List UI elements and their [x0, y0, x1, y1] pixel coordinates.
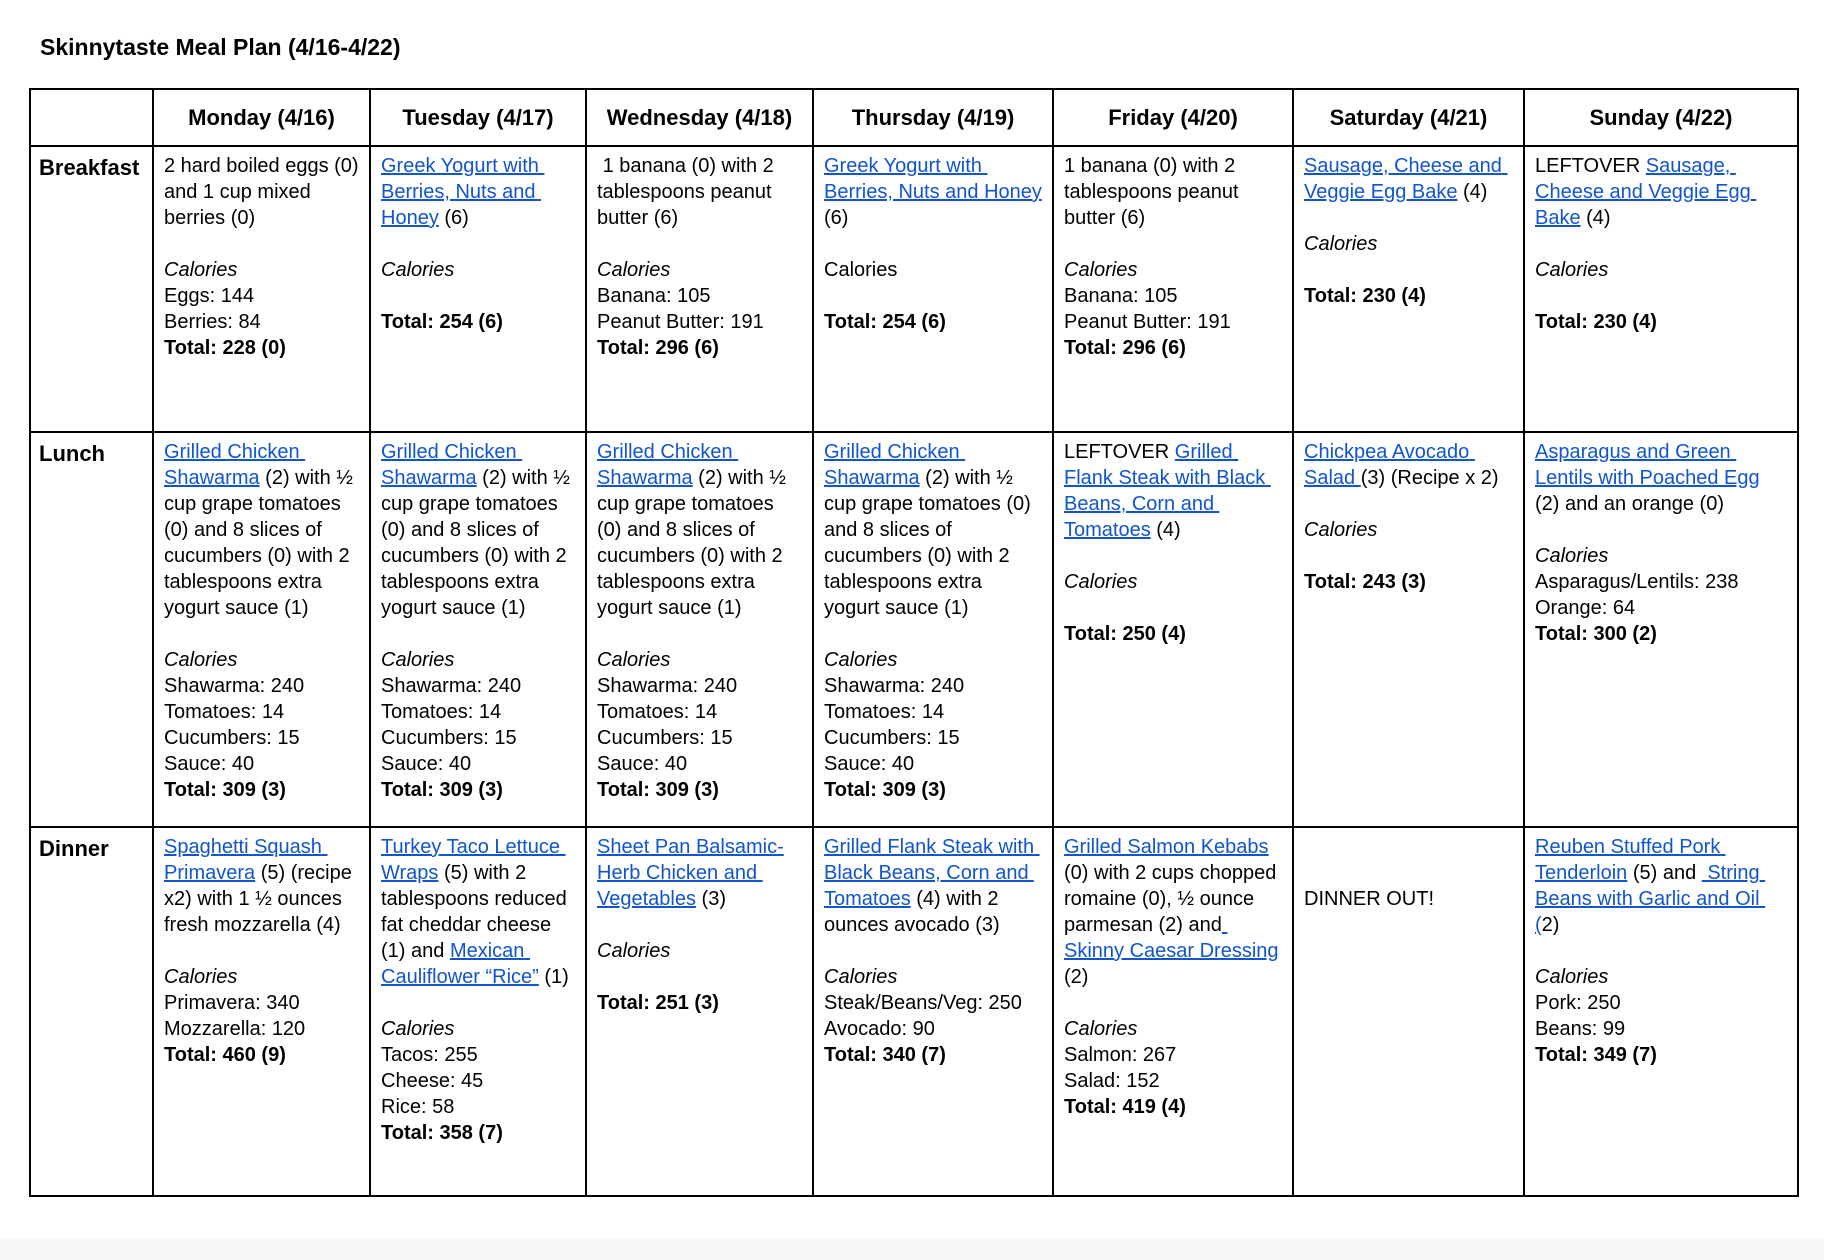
text-span: Shawarma: 240 [597, 675, 738, 697]
blank-line [1535, 231, 1788, 257]
recipe-link[interactable]: Sausage, Cheese and Veggie Egg Bake [1304, 155, 1508, 203]
text-span: Calories [164, 966, 238, 988]
paragraph [824, 257, 1043, 283]
paragraph [1304, 886, 1514, 912]
cell-breakfast-friday [1053, 146, 1293, 432]
day-header-friday: Friday (4/20) [1053, 89, 1293, 146]
paragraph [381, 834, 576, 990]
text-span: Total: 309 (3) [824, 779, 946, 801]
text-span: LEFTOVER [1064, 441, 1175, 463]
paragraph [824, 751, 1043, 777]
meal-plan-table [29, 88, 1799, 1197]
paragraph [1535, 153, 1788, 231]
text-span: Calories [1064, 571, 1138, 593]
recipe-link[interactable]: Grilled Chicken Shawarma [824, 441, 966, 489]
text-span: Rice: 58 [381, 1096, 455, 1118]
day-header-thursday: Thursday (4/19) [813, 89, 1053, 146]
recipe-link[interactable]: Spaghetti Squash Primavera [164, 836, 328, 884]
paragraph [164, 335, 360, 361]
paragraph [164, 751, 360, 777]
paragraph [381, 777, 576, 803]
text-span: Eggs: 144 [164, 285, 255, 307]
text-span: Total: 254 (6) [824, 311, 946, 333]
paragraph [597, 309, 803, 335]
day-header-saturday: Saturday (4/21) [1293, 89, 1524, 146]
text-span: Tomatoes: 14 [597, 701, 718, 723]
recipe-link[interactable]: Mexican Cauliflower “Rice” [381, 940, 539, 988]
paragraph [1064, 1094, 1283, 1120]
paragraph [597, 647, 803, 673]
paragraph [1304, 231, 1514, 257]
text-span: Banana: 105 [597, 285, 711, 307]
paragraph [1304, 283, 1514, 309]
text-span: (2) and an orange (0) [1535, 467, 1766, 515]
text-span: Calories [1304, 233, 1378, 255]
cell-breakfast-monday [153, 146, 370, 432]
paragraph [1304, 517, 1514, 543]
paragraph [597, 257, 803, 283]
paragraph [164, 283, 360, 309]
blank-line [1304, 205, 1514, 231]
text-span: Total: 230 (4) [1535, 311, 1657, 333]
paragraph [1064, 439, 1283, 543]
text-span: Calories [1535, 545, 1609, 567]
row-dinner [30, 827, 1798, 1196]
paragraph [164, 673, 360, 699]
row-label-breakfast: Breakfast [30, 146, 153, 432]
text-span: Salad: 152 [1064, 1070, 1160, 1092]
text-span: Beans: 99 [1535, 1018, 1626, 1040]
page-title: Skinnytaste Meal Plan (4/16-4/22) [40, 34, 401, 60]
text-span: Cucumbers: 15 [164, 727, 300, 749]
paragraph [597, 283, 803, 309]
text-span: Berries: 84 [164, 311, 261, 333]
paragraph [381, 1068, 576, 1094]
cell-lunch-tuesday [370, 432, 586, 827]
paragraph [164, 153, 365, 231]
paragraph [824, 725, 1043, 751]
paragraph [824, 699, 1043, 725]
paragraph [1064, 257, 1283, 283]
text-span: (6) [438, 207, 469, 229]
text-span: (5) (recipe x2) with 1 ½ ounces fresh mozzarella (4) [164, 862, 358, 936]
day-header-monday: Monday (4/16) [153, 89, 370, 146]
blank-line [1535, 938, 1788, 964]
paragraph [1535, 595, 1788, 621]
text-span: Calories [381, 649, 455, 671]
cell-lunch-saturday [1293, 432, 1524, 827]
text-span: Total: 358 (7) [381, 1122, 503, 1144]
recipe-link[interactable]: Sheet Pan Balsamic-Herb Chicken and Vegetables [597, 836, 784, 910]
recipe-link[interactable]: Grilled Flank Steak with Black Beans, Corn and Tomatoes [824, 836, 1040, 910]
text-span: Orange: 64 [1535, 597, 1636, 619]
text-span: Calories [164, 259, 238, 281]
cell-dinner-thursday [813, 827, 1053, 1196]
text-span: (4) [1150, 519, 1181, 541]
text-span: Total: 460 (9) [164, 1044, 286, 1066]
text-span: DINNER OUT! [1304, 888, 1434, 910]
text-span: Steak/Beans/Veg: 250 [824, 992, 1022, 1014]
recipe-link[interactable]: Reuben Stuffed Pork Tenderloin [1535, 836, 1726, 884]
text-span: Pork: 250 [1535, 992, 1621, 1014]
paragraph [381, 153, 576, 231]
paragraph [164, 257, 360, 283]
paragraph [824, 1016, 1043, 1042]
paragraph [1535, 1042, 1788, 1068]
text-span: Sauce: 40 [164, 753, 255, 775]
paragraph [381, 1016, 576, 1042]
paragraph [164, 647, 360, 673]
blank-line [381, 990, 576, 1016]
text-span: 1 banana (0) with 2 tablespoons peanut butter (6) [597, 155, 780, 229]
text-span: (2) with ½ cup grape tomatoes (0) and 8 slices of cucumbers (0) with 2 tablespoons extra yogurt sauce (1) [381, 467, 576, 619]
paragraph [1064, 1016, 1283, 1042]
recipe-link[interactable]: Grilled Chicken Shawarma [597, 441, 739, 489]
text-span: Total: 309 (3) [164, 779, 286, 801]
paragraph [597, 938, 803, 964]
blank-line [1064, 595, 1283, 621]
text-span: (4) with 2 ounces avocado (3) [824, 888, 1005, 936]
paragraph [164, 1042, 360, 1068]
text-span: (5) with 2 tablespoons reduced fat cheddar cheese (1) and [381, 862, 573, 962]
blank-line [164, 231, 360, 257]
blank-line [381, 231, 576, 257]
text-span: Banana: 105 [1064, 285, 1178, 307]
paragraph [381, 647, 576, 673]
text-span: Total: 296 (6) [597, 337, 719, 359]
recipe-link[interactable]: Grilled Chicken Shawarma [164, 441, 306, 489]
paragraph [1535, 990, 1788, 1016]
text-span: Tomatoes: 14 [381, 701, 502, 723]
cell-dinner-wednesday [586, 827, 813, 1196]
paragraph [1304, 569, 1514, 595]
cell-dinner-sunday [1524, 827, 1798, 1196]
paragraph [1535, 964, 1788, 990]
text-span: Calories [1064, 259, 1138, 281]
paragraph [824, 964, 1043, 990]
blank-line [824, 938, 1043, 964]
cell-breakfast-sunday [1524, 146, 1798, 432]
text-span: Salmon: 267 [1064, 1044, 1177, 1066]
text-span: (3) [695, 888, 726, 910]
paragraph [1064, 335, 1283, 361]
blank-line [1064, 231, 1283, 257]
paragraph [381, 257, 576, 283]
paragraph [1064, 1042, 1283, 1068]
day-header-sunday: Sunday (4/22) [1524, 89, 1798, 146]
cell-dinner-monday [153, 827, 370, 1196]
text-span: (6) [824, 181, 1048, 229]
paragraph [824, 673, 1043, 699]
text-span: Calories [164, 649, 238, 671]
paragraph [381, 1094, 576, 1120]
cell-lunch-thursday [813, 432, 1053, 827]
text-span: Total: 309 (3) [597, 779, 719, 801]
text-span: Calories [597, 940, 671, 962]
text-span: Asparagus/Lentils: 238 [1535, 571, 1739, 593]
blank-line [597, 912, 803, 938]
blank-line [1064, 990, 1283, 1016]
row-label-lunch: Lunch [30, 432, 153, 827]
text-span: Peanut Butter: 191 [597, 311, 764, 333]
paragraph [824, 309, 1043, 335]
text-span: Calories [824, 259, 898, 281]
blank-line [597, 231, 803, 257]
text-span: Calories [1535, 259, 1609, 281]
text-span: Total: 254 (6) [381, 311, 503, 333]
text-span: Tomatoes: 14 [164, 701, 285, 723]
recipe-link[interactable]: Turkey Taco Lettuce Wraps [381, 836, 566, 884]
text-span: Cucumbers: 15 [824, 727, 960, 749]
text-span: (3) (Recipe x 2) [1360, 467, 1499, 489]
text-span: Calories [1535, 966, 1609, 988]
recipe-link[interactable]: Greek Yogurt with Berries, Nuts and Honey [381, 155, 545, 229]
text-span: Calories [597, 259, 671, 281]
recipe-link[interactable]: Sausage, Cheese and Veggie Egg Bake [1535, 155, 1757, 229]
cell-breakfast-saturday [1293, 146, 1524, 432]
paragraph [824, 777, 1043, 803]
text-span: Sauce: 40 [381, 753, 472, 775]
paragraph [164, 964, 360, 990]
paragraph [1064, 834, 1283, 990]
recipe-link[interactable]: Asparagus and Green Lentils with Poached Egg [1535, 441, 1760, 489]
blank-line [1064, 543, 1283, 569]
cell-lunch-friday [1053, 432, 1293, 827]
paragraph [1535, 569, 1788, 595]
paragraph [824, 990, 1043, 1016]
text-span: Calories [381, 1018, 455, 1040]
text-span: Calories [597, 649, 671, 671]
paragraph [597, 153, 803, 231]
text-span: Calories [381, 259, 455, 281]
text-span: Cheese: 45 [381, 1070, 484, 1092]
blank-line [1304, 860, 1514, 886]
paragraph [1064, 569, 1283, 595]
blank-line [597, 964, 803, 990]
text-span: (0) with 2 cups chopped romaine (0), ½ ounce parmesan (2) and [1064, 836, 1282, 936]
cell-lunch-monday [153, 432, 370, 827]
paragraph [597, 990, 803, 1016]
text-span: (2) with ½ cup grape tomatoes (0) and 8 slices of cucumbers (0) with 2 tablespoons extra yogurt sauce (1) [597, 467, 792, 619]
recipe-link[interactable]: Chickpea Avocado Salad [1304, 441, 1475, 489]
paragraph [381, 751, 576, 777]
paragraph [824, 439, 1043, 621]
blank-line [824, 283, 1043, 309]
text-span: Calories [824, 966, 898, 988]
text-span: Mozzarella: 120 [164, 1018, 306, 1040]
blank-line [824, 621, 1043, 647]
recipe-link[interactable]: Grilled Chicken Shawarma [381, 441, 523, 489]
cell-breakfast-wednesday [586, 146, 813, 432]
text-span: Tacos: 255 [381, 1044, 478, 1066]
blank-line [824, 231, 1043, 257]
paragraph [381, 699, 576, 725]
day-header-wednesday: Wednesday (4/18) [586, 89, 813, 146]
text-span: Shawarma: 240 [381, 675, 522, 697]
text-span: Sauce: 40 [597, 753, 688, 775]
bottom-strip [0, 1238, 1824, 1260]
recipe-link[interactable]: String Beans with Garlic and Oil ( [1535, 862, 1766, 936]
text-span: Calories [1304, 519, 1378, 541]
recipe-link[interactable]: Greek Yogurt with Berries, Nuts and Honey [824, 155, 1042, 203]
paragraph [1064, 1068, 1283, 1094]
cell-breakfast-thursday [813, 146, 1053, 432]
paragraph [164, 990, 360, 1016]
blank-line [1304, 491, 1514, 517]
paragraph [164, 1016, 360, 1042]
cell-breakfast-tuesday [370, 146, 586, 432]
text-span: Cucumbers: 15 [381, 727, 517, 749]
paragraph [1064, 153, 1283, 231]
row-label-dinner: Dinner [30, 827, 153, 1196]
text-span: (1) [538, 966, 569, 988]
text-span: Total: 243 (3) [1304, 571, 1426, 593]
blank-line [1304, 543, 1514, 569]
paragraph [597, 725, 803, 751]
cell-dinner-saturday [1293, 827, 1524, 1196]
paragraph [1304, 439, 1514, 491]
paragraph [824, 834, 1043, 938]
text-span: LEFTOVER [1535, 155, 1646, 177]
paragraph [597, 777, 803, 803]
text-span: (2) with ½ cup grape tomatoes (0) and 8 slices of cucumbers (0) with 2 tablespoons extra yogurt sauce (1) [824, 467, 1037, 619]
paragraph [164, 834, 360, 938]
text-span: 2 hard boiled eggs (0) and 1 cup mixed berries (0) [164, 155, 365, 229]
blank-line [597, 621, 803, 647]
text-span: Total: 250 (4) [1064, 623, 1186, 645]
recipe-link[interactable]: Skinny Caesar Dressing [1064, 914, 1279, 962]
paragraph [1064, 621, 1283, 647]
paragraph [597, 699, 803, 725]
text-span: Total: 228 (0) [164, 337, 286, 359]
paragraph [164, 699, 360, 725]
text-span: Sauce: 40 [824, 753, 915, 775]
text-span: Total: 230 (4) [1304, 285, 1426, 307]
text-span: Total: 300 (2) [1535, 623, 1657, 645]
corner-header [30, 89, 153, 146]
paragraph [1535, 1016, 1788, 1042]
blank-line [1535, 283, 1788, 309]
blank-line [164, 621, 360, 647]
text-span: Total: 349 (7) [1535, 1044, 1657, 1066]
blank-line [381, 283, 576, 309]
text-span: Total: 296 (6) [1064, 337, 1186, 359]
paragraph [1064, 309, 1283, 335]
paragraph [381, 673, 576, 699]
text-span: Shawarma: 240 [164, 675, 305, 697]
paragraph [597, 751, 803, 777]
paragraph [381, 309, 576, 335]
text-span: (2) with ½ cup grape tomatoes (0) and 8 slices of cucumbers (0) with 2 tablespoons extra yogurt sauce (1) [164, 467, 359, 619]
text-span: Tomatoes: 14 [824, 701, 945, 723]
paragraph [597, 673, 803, 699]
cell-dinner-friday [1053, 827, 1293, 1196]
text-span: Peanut Butter: 191 [1064, 311, 1231, 333]
blank-line [1535, 517, 1788, 543]
paragraph [381, 1042, 576, 1068]
paragraph [824, 153, 1048, 231]
row-breakfast [30, 146, 1798, 432]
paragraph [164, 439, 360, 621]
paragraph [1535, 543, 1788, 569]
cell-dinner-tuesday [370, 827, 586, 1196]
paragraph [164, 777, 360, 803]
paragraph [1535, 309, 1788, 335]
recipe-link[interactable]: Grilled Flank Steak with Black Beans, Corn and Tomatoes [1064, 441, 1271, 541]
paragraph [381, 439, 576, 621]
text-span: Total: 251 (3) [597, 992, 719, 1014]
day-header-tuesday: Tuesday (4/17) [370, 89, 586, 146]
text-span: Total: 340 (7) [824, 1044, 946, 1066]
blank-line [164, 938, 360, 964]
paragraph [1535, 439, 1788, 517]
text-span: Cucumbers: 15 [597, 727, 733, 749]
blank-line [1304, 834, 1514, 860]
paragraph [597, 834, 803, 912]
text-span: Total: 419 (4) [1064, 1096, 1186, 1118]
paragraph [1064, 283, 1283, 309]
paragraph [1535, 257, 1788, 283]
text-span: (4) [1457, 181, 1488, 203]
paragraph [381, 1120, 576, 1146]
paragraph [824, 1042, 1043, 1068]
paragraph [1304, 153, 1514, 205]
text-span: Avocado: 90 [824, 1018, 935, 1040]
row-lunch [30, 432, 1798, 827]
text-span: Calories [1064, 1018, 1138, 1040]
header-row [30, 89, 1798, 146]
blank-line [381, 621, 576, 647]
text-span: (2) [1064, 940, 1285, 988]
text-span: Primavera: 340 [164, 992, 300, 1014]
paragraph [597, 439, 803, 621]
blank-line [1304, 257, 1514, 283]
text-span: Calories [824, 649, 898, 671]
paragraph [824, 647, 1043, 673]
paragraph [164, 309, 360, 335]
paragraph [1535, 621, 1788, 647]
paragraph [164, 725, 360, 751]
recipe-link[interactable]: Grilled Salmon Kebabs [1064, 836, 1269, 858]
text-span: 2) [1541, 914, 1560, 936]
paragraph [1535, 834, 1788, 938]
text-span: Shawarma: 240 [824, 675, 965, 697]
text-span: (4) [1580, 207, 1611, 229]
cell-lunch-sunday [1524, 432, 1798, 827]
paragraph [597, 335, 803, 361]
paragraph [381, 725, 576, 751]
text-span: Total: 309 (3) [381, 779, 503, 801]
text-span: 1 banana (0) with 2 tablespoons peanut butter (6) [1064, 155, 1245, 229]
cell-lunch-wednesday [586, 432, 813, 827]
text-span: (5) and [1627, 862, 1702, 884]
